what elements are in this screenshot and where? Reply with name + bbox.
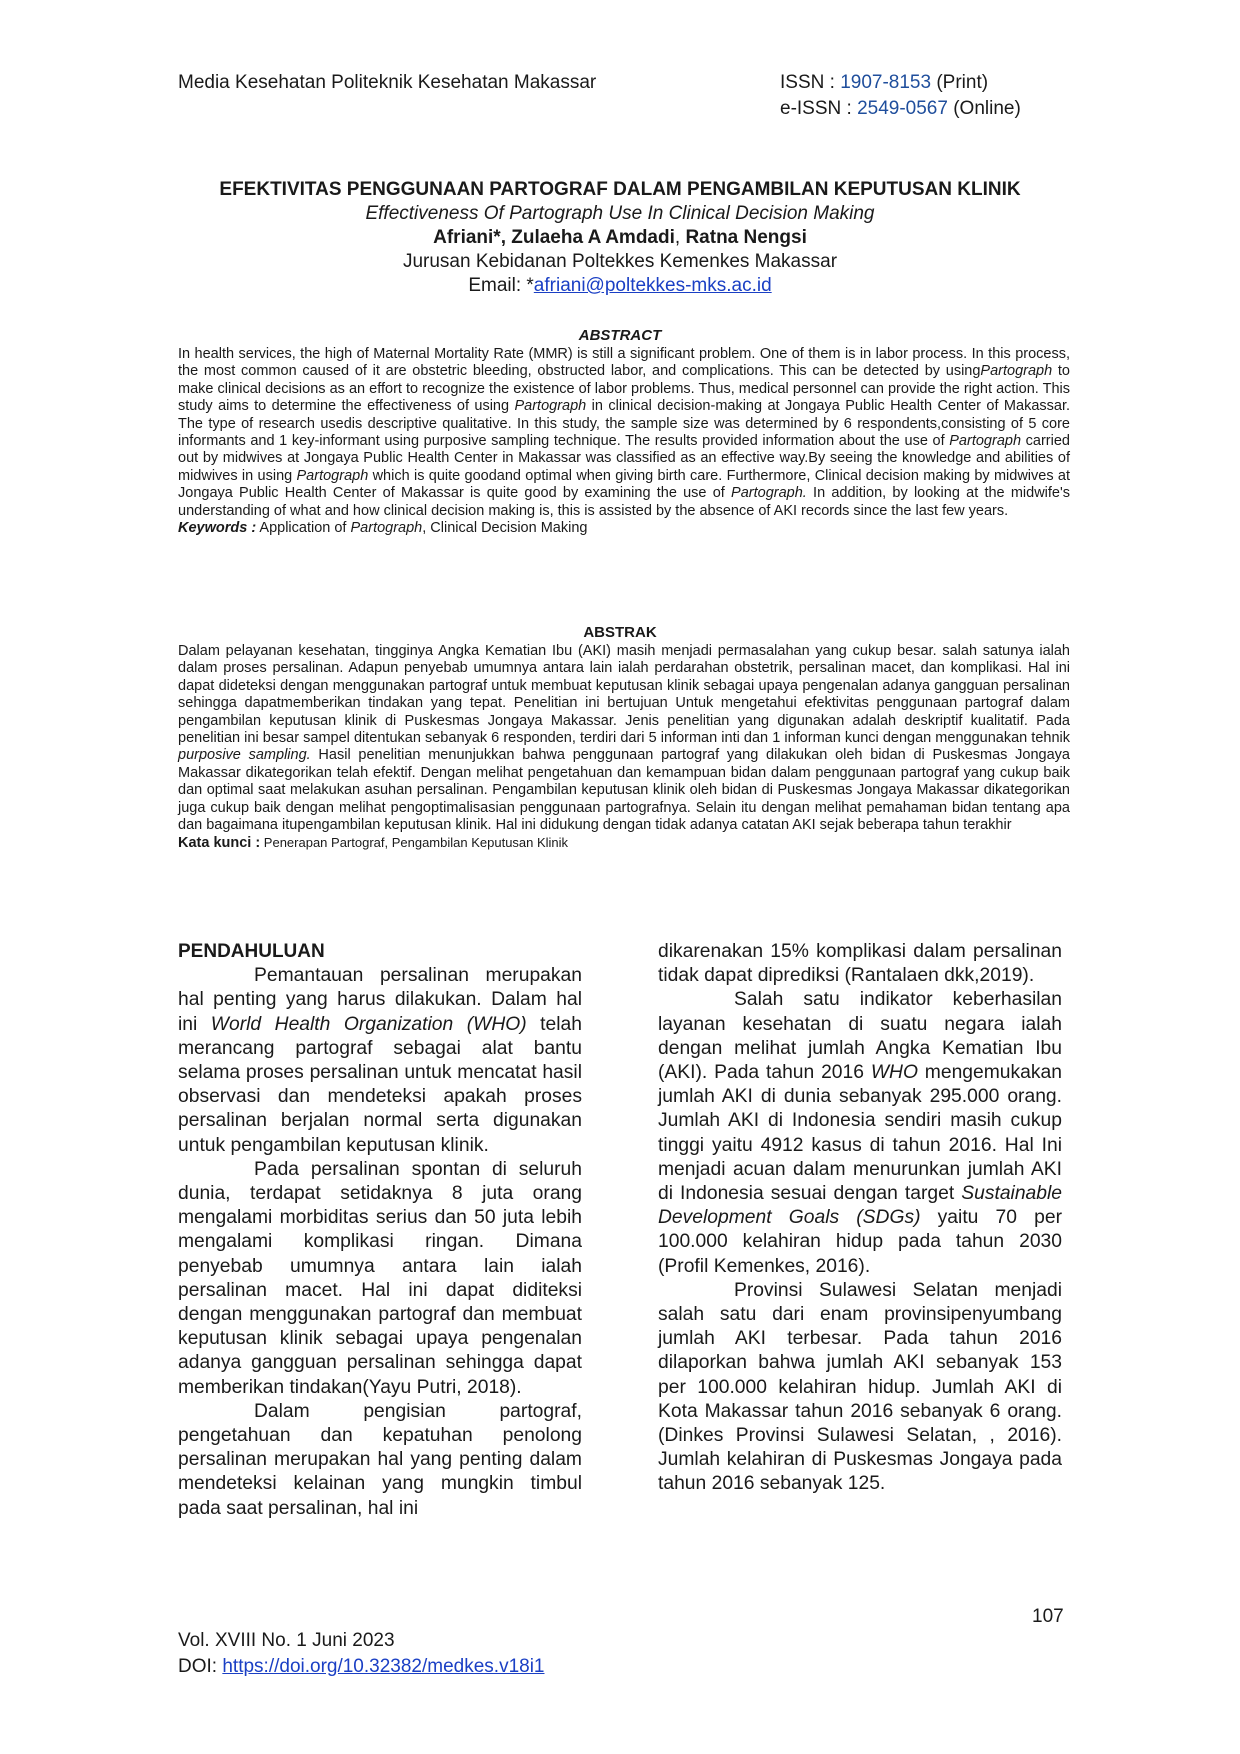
paper-title: EFEKTIVITAS PENGGUNAAN PARTOGRAF DALAM PENGAMBILAN KEPUTUSAN KLINIK xyxy=(219,179,1021,200)
abstract-indonesian-body xyxy=(178,643,1070,834)
paragraph: Pada persalinan spontan di seluruh dunia, terdapat setidaknya 8 juta orang mengalami morbiditas serius dan 50 juta lebih mengalami komplikasi ringan. Dimana penyebab umumnya antara lain ialah persalinan macet. Hal ini dapat diditeksi dengan menggunakan partograf dan membuat keputusan klinik sebagai upaya pengenalan adanya gangguan persalinan sehingga dapat memberikan tindakan(Yayu Putri, 2018). xyxy=(178,1158,582,1398)
paragraph-text: Pemantauan persalinan merupakan hal penting yang harus dilakukan. Dalam hal ini xyxy=(178,965,582,1035)
paragraph-text: yaitu 70 per 100.000 kelahiran hidup pada tahun 2030 (Profil Kemenkes, 2016). xyxy=(658,1207,1062,1277)
body-left-column xyxy=(178,940,582,1521)
issn-label: ISSN xyxy=(780,72,825,93)
paragraph-text: telah merancang partograf sebagai alat bantu selama proses persalinan untuk mencatat hasil observasi dan mendeteksi apakah proses persalinan berjalan normal serta digunakan untuk pengambilan keputusan klinik. xyxy=(178,1013,582,1156)
abstract-heading: ABSTRACT xyxy=(578,327,662,344)
issn-value: 1907-8153 xyxy=(840,72,932,93)
keywords-text: Application of xyxy=(256,520,351,537)
abstract-text: to make clinical decisions as an effort to recognize the existence of labor problems. Thus, medical personnel can provide the right action. This study aims to determine the effectiveness of using xyxy=(178,363,1070,415)
keywords-label: Keywords : xyxy=(178,520,257,537)
abstract-term: Partograph. xyxy=(731,485,807,502)
abstract-text: carried out by midwives at Jongaya Public Health Center in Makassar was classified as an effective way.By seeing the knowledge and abilities of midwives in using xyxy=(178,433,1070,484)
doi-label: DOI: xyxy=(178,1656,223,1677)
abstrak-text: Hasil penelitian menunjukkan bahwa penggunaan partograf yang dilakukan oleh bidan di Puskesmas Jongaya Makassar dikategorikan telah efektif. Dengan melihat pengetahuan dan kemampuan bidan dalam penggunaan partograf yang cukup baik dan optimal saat melakukan asuhan persalinan. Pengambilan keputusan klinik oleh bidan di Puskesmas Jongaya Makassar dikategorikan juga cukup baik dengan melihat pengoptimalisasian penggunaan partografnya. Selain itu dengan melihat pemahaman bidan tentang apa dan bagaimana itupengambilan keputusan klinik. Hal ini didukung dengan tidak adanya catatan AKI sejak beberapa tahun terakhir xyxy=(178,747,1070,834)
authors-secondary: Ratna Nengsi xyxy=(685,227,807,248)
abstract-indonesian xyxy=(178,643,1070,853)
eissn-label: e-ISSN : xyxy=(780,98,858,119)
email-label: Email: * xyxy=(468,275,534,296)
journal-name: Media Kesehatan Politeknik Kesehatan Makassar xyxy=(178,72,597,93)
abstract-text: in clinical decision-making at Jongaya Public Health Center of Makassar. The type of research usedis descriptive qualitative. In this study, the sample size was determined by 6 respondents,consisting of 5 core informants and 1 key-informant using purposive sampling technique. The results provided information about the use of xyxy=(178,398,1071,450)
abstract-english-body xyxy=(178,346,1070,520)
abstrak-text: Dalam pelayanan kesehatan, tingginya Angka Kematian Ibu (AKI) masih menjadi permasalahan yang cukup besar. salah satunya ialah dalam proses persalinan. Adapun penyebab umumnya antara lain ialah perdarahan obstetrik, persalinan macet, dan komplikasi. Hal ini dapat dideteksi dengan menggunakan partograf untuk membuat keputusan klinik sebagai upaya pengenalan adanya gangguan persalinan sehingga dapatmemberikan tindakan yang tepat. Penelitian ini bertujuan Untuk mengetahui efektivitas penggunaan partograf dalam pengambilan keputusan klinik di Puskesmas Jongaya Makassar. Jenis penelitian yang digunakan adalah deskriptif kualitatif. Pada penelitian ini besar sampel ditentukan sebanyak 6 responden, terdiri dari 5 informan inti dan 1 informan kunci dengan menggunakan tehnik xyxy=(178,643,1070,747)
issn-online xyxy=(780,96,1021,121)
issn-sep: : xyxy=(824,72,841,93)
keywords-term: Partograph xyxy=(350,520,423,537)
paragraph: dikarenakan 15% komplikasi dalam persalinan tidak dapat diprediksi (Rantalaen dkk,2019). xyxy=(658,941,1062,987)
keywords-text: , Clinical Decision Making xyxy=(422,520,588,537)
paragraph-term: Sustainable Development Goals (SDGs) xyxy=(658,1183,1062,1229)
authors-separator: , xyxy=(674,227,686,248)
abstract-text: In health services, the high of Maternal Mortality Rate (MMR) is still a significant problem. One of them is in labor process. In this process, the most common caused of it are obstetric bleeding, obstructed labor, and complications. This can be detected by using xyxy=(178,346,1070,380)
page-number: 107 xyxy=(1032,1606,1064,1627)
authors xyxy=(160,226,1080,250)
paragraph: Dalam pengisian partograf, pengetahuan dan kepatuhan penolong persalinan merupakan hal yang penting dalam mendeteksi kelainan yang mungkin timbul pada saat persalinan, hal ini xyxy=(178,1400,582,1519)
doi-line xyxy=(178,1654,545,1679)
abstract-term: Partograph xyxy=(514,398,587,415)
kata-kunci-label: Kata kunci : xyxy=(178,835,261,852)
title-block xyxy=(160,178,1080,298)
paragraph-text: mengemukakan jumlah AKI di dunia sebanyak 295.000 orang. Jumlah AKI di Indonesia sendiri masih cukup tinggi yaitu 4912 kasus di tahun 2016. Hal Ini menjadi acuan dalam menurunkan jumlah AKI di Indonesia sesuai dengan target xyxy=(658,1062,1062,1205)
issn-print xyxy=(780,70,988,95)
email-link[interactable]: afriani@poltekkes-mks.ac.id xyxy=(533,275,772,296)
abstract-text: In addition, by looking at the midwife's understanding of what and how clinical decision making is, this is assisted by the absence of AKI records since the last few years. xyxy=(178,485,1070,519)
abstract-english xyxy=(178,346,1070,537)
paragraph xyxy=(178,964,582,1158)
abstrak-term: purposive sampling. xyxy=(178,747,311,764)
keywords-english xyxy=(178,520,1070,537)
issn-type: (Print) xyxy=(931,72,989,93)
paragraph: Provinsi Sulawesi Selatan menjadi salah satu dari enam provinsipenyumbang jumlah AKI terbesar. Pada tahun 2016 dilaporkan bahwa jumlah AKI sebanyak 153 per 100.000 kelahiran hidup. Jumlah AKI di Kota Makassar tahun 2016 sebanyak 6 orang. (Dinkes Provinsi Sulawesi Selatan, , 2016). Jumlah kelahiran di Puskesmas Jongaya pada tahun 2016 sebanyak 125. xyxy=(658,1279,1062,1495)
kata-kunci-text: Penerapan Partograf, Pengambilan Keputusan Klinik xyxy=(260,835,569,851)
abstrak-heading: ABSTRAK xyxy=(583,624,657,641)
abstract-term: Partograph xyxy=(296,467,369,484)
section-heading: PENDAHULUAN xyxy=(178,941,325,962)
doi-link[interactable]: https://doi.org/10.32382/medkes.v18i1 xyxy=(222,1656,545,1677)
affiliation: Jurusan Kebidanan Poltekkes Kemenkes Makassar xyxy=(402,251,838,272)
authors-primary: Afriani*, Zulaeha A Amdadi xyxy=(433,227,675,248)
paper-title-english: Effectiveness Of Partograph Use In Clinical Decision Making xyxy=(365,203,875,224)
abstract-term: Partograph xyxy=(980,363,1053,380)
abstract-text: which is quite goodand optimal when giving birth care. Furthermore, Clinical decision making by midwives at Jongaya Public Health Center of Makassar is quite good by examining the use of xyxy=(178,467,1070,502)
email-line xyxy=(160,274,1080,298)
volume-info: Vol. XVIII No. 1 Juni 2023 xyxy=(178,1630,395,1651)
paragraph-term: WHO xyxy=(870,1062,918,1084)
body-right-column xyxy=(658,940,1062,1497)
abstract-term: Partograph xyxy=(949,433,1022,450)
keywords-indonesian xyxy=(178,834,1070,852)
paragraph-term: World Health Organization (WHO) xyxy=(210,1013,527,1035)
eissn-value: 2549-0567 xyxy=(857,98,948,119)
paragraph xyxy=(658,988,1062,1278)
paragraph-text: Salah satu indikator keberhasilan layanan kesehatan di suatu negara ialah dengan melihat jumlah Angka Kematian Ibu (AKI). Pada tahun 2016 xyxy=(658,989,1062,1084)
eissn-type: (Online) xyxy=(947,98,1021,119)
